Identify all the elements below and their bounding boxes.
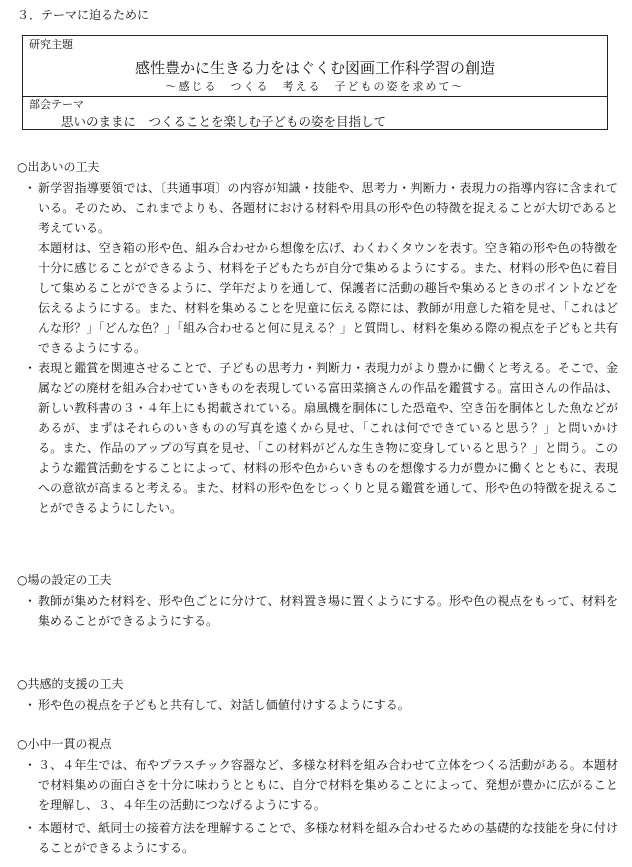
section-title-ba: ○場の設定の工夫 — [17, 573, 112, 587]
paragraph-ba-1 — [24, 591, 618, 631]
paragraph-text: 新学習指導要領では、〔共通事項〕の内容が知識・技能や、思考力・判断力・表現力の指導内容に含まれている。そのため、これまでよりも、各題材における材料や用具の形や色の特徴を捉えることが大切であると考えている。 — [38, 181, 618, 235]
section-title-shochu: ○小中一貫の視点 — [17, 737, 112, 751]
paragraph-text: 本題材は、空き箱の形や色、組み合わせから想像を広げ、わくわくタウンを表す。空き箱の形や色の特徴を十分に感じることができるよう、材料を子どもたちが自分で集めるようにする。また、材料の形や色に着目して集めることができるように、学年だよりを通して、保護者に活動の趣旨や集めるときのポイントなどを伝えるようにする。また、材料を集めることを児童に伝える際には、教師が用意した箱を見せ、「これはどんな形？」「どんな色？」「組み合わせると何に見える？」と質問し、材料を集める際の視点を子どもと共有できるようにする。 — [38, 241, 618, 355]
paragraph-text: 表現と鑑賞を関連させることで、子どもの思考力・判断力・表現力がより豊かに働くと考える。そこで、金属などの廃材を組み合わせていきものを表現している富田菜摘さんの作品を鑑賞する。富田さんの作品は、新しい教科書の３・４年上にも掲載されている。扇風機を胴体にした恐竜や、空き缶を胴体とした魚などがあるが、まずはそれらのいきものの写真を遠くから見せ、「これは何でできていると思う？」と問いかける。また、作品のアップの写真を見せ、「この材料がどんな生き物に変身していると思う？」と問う。このような鑑賞活動をすることによって、材料の形や色からいきものを想像する力が豊かに働くとともに、表現への意欲が高まると考える。また、材料の形や色をじっくりと見る鑑賞を通して、形や色の特徴を捉えることができるようにしたい。 — [38, 361, 618, 515]
section-title-kyokan: ○共感的支援の工夫 — [17, 677, 124, 691]
section-title-deai: ○出あいの工夫 — [17, 160, 100, 174]
bullet-mark: ・ — [24, 821, 37, 835]
bukai-theme-text: 思いのままに つくることを楽しむ子どもの姿を目指して — [61, 114, 387, 129]
paragraph-shochu-2 — [24, 818, 618, 858]
paragraph-deai-2 — [24, 238, 618, 358]
research-theme-subtitle: ～感じる つくる 考える 子どもの姿を求めて～ — [165, 80, 465, 93]
paragraph-shochu-1 — [24, 755, 618, 815]
research-theme-label: 研究主題 — [29, 38, 73, 51]
paragraph-deai-3 — [24, 358, 618, 518]
paragraph-deai-1 — [24, 178, 618, 238]
bullet-mark: ・ — [24, 758, 37, 772]
bullet-mark: ・ — [24, 594, 37, 608]
section-heading: ３．テーマに迫るために — [17, 8, 150, 22]
bullet-mark: ・ — [24, 181, 37, 195]
research-theme-title: 感性豊かに生きる力をはぐくむ図画工作科学習の創造 — [134, 59, 495, 77]
research-theme-box — [22, 35, 608, 130]
paragraph-text: 形や色の視点を子どもと共有して、対話し価値付けするようにする。 — [38, 698, 410, 712]
paragraph-text: 本題材で、紙同士の接着方法を理解することで、多様な材料を組み合わせるための基礎的な技能を身に付けることができるようにする。 — [38, 821, 618, 855]
bullet-mark: ・ — [24, 361, 37, 375]
bullet-mark: ・ — [24, 698, 37, 712]
bukai-theme-label: 部会テーマ — [29, 98, 84, 111]
box-divider — [23, 96, 607, 97]
paragraph-text: 教師が集めた材料を、形や色ごとに分けて、材料置き場に置くようにする。形や色の視点をもって、材料を集めることができるようにする。 — [38, 594, 618, 628]
paragraph-kyokan-1 — [24, 695, 618, 715]
paragraph-text: ３、４年生では、布やプラスチック容器など、多様な材料を組み合わせて立体をつくる活動がある。本題材で材料集めの面白さを十分に味わうとともに、自分で材料を集めることによって、発想が豊かに広がることを理解し、３、４年生の活動につなげるようにする。 — [38, 758, 618, 812]
